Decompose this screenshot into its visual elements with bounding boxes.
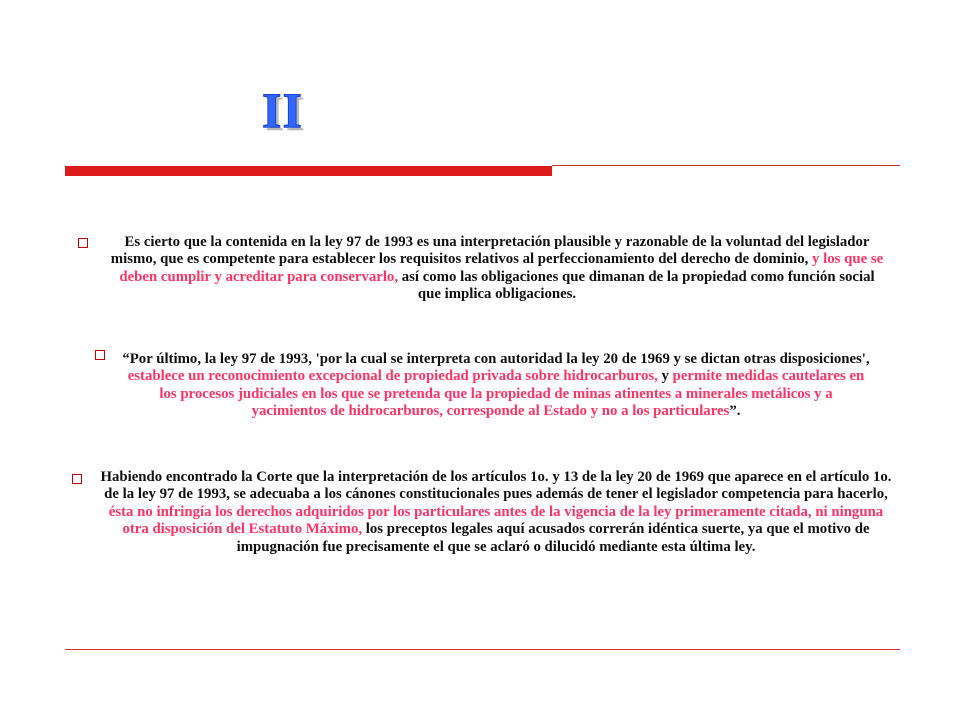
paragraph-3-text-end: los preceptos legales aquí acusados correrán idéntica suerte, ya que el motivo de impugnación fue precisamente el que se aclaró o dilucidó mediante esta última ley. [236, 521, 870, 555]
paragraph-3-highlight: ésta no infringía los derechos adquiridos por los particulares antes de la vigencia de la ley primeramente citada, ni ninguna otra disposición del Estatuto Máximo, [108, 503, 884, 538]
paragraph-1-text: Es cierto que la contenida en la ley 97 de 1993 es una interpretación plausible y razonable de la voluntad del legislador mismo, que es competente para establecer los requisitos relativos al perfeccionamiento del derecho de dominio, [110, 234, 870, 268]
hollow-square-icon [78, 238, 88, 248]
paragraph-1 [108, 234, 886, 304]
bottom-divider [65, 649, 900, 650]
paragraph-1-text-end: así como las obligaciones que dimanan de la propiedad como función social que implica obligaciones. [398, 268, 875, 303]
paragraph-2-text: “Por último, la ley 97 de 1993, 'por la cual se interpreta con autoridad la ley 20 de 1969 y se dictan otras disposiciones', [122, 351, 870, 367]
paragraph-1-highlight: y los que se deben cumplir y acreditar para conservarlo, [119, 251, 884, 285]
paragraph-2-closing: ”. [729, 403, 741, 420]
paragraph-2-connector: y [657, 368, 669, 385]
paragraph-2 [122, 351, 870, 421]
hollow-square-icon [95, 350, 105, 360]
paragraph-3 [100, 469, 892, 556]
paragraph-2-highlight-2: permite medidas cautelares en los procesos judiciales en los que se pretenda que la propiedad de minas atinentes a minerales metálicos y a yacimientos de hidrocarburos, corresponde al Estado y no a los particulares [159, 368, 865, 420]
hollow-square-icon [72, 474, 82, 484]
paragraph-3-text: Habiendo encontrado la Corte que la interpretación de los artículos 1o. y 13 de la ley 20 de 1969 que aparece en el artículo 1o. de la ley 97 de 1993, se adecuaba a los cánones constitucionales pues además de tener el legislador competencia para hacerlo, [100, 469, 892, 503]
title-underline-thick [65, 166, 552, 176]
paragraph-2-highlight-1: establece un reconocimiento excepcional de propiedad privada sobre hidrocarburos, [127, 368, 658, 385]
title-underline-thin [552, 165, 900, 166]
slide-title: II [262, 82, 303, 138]
